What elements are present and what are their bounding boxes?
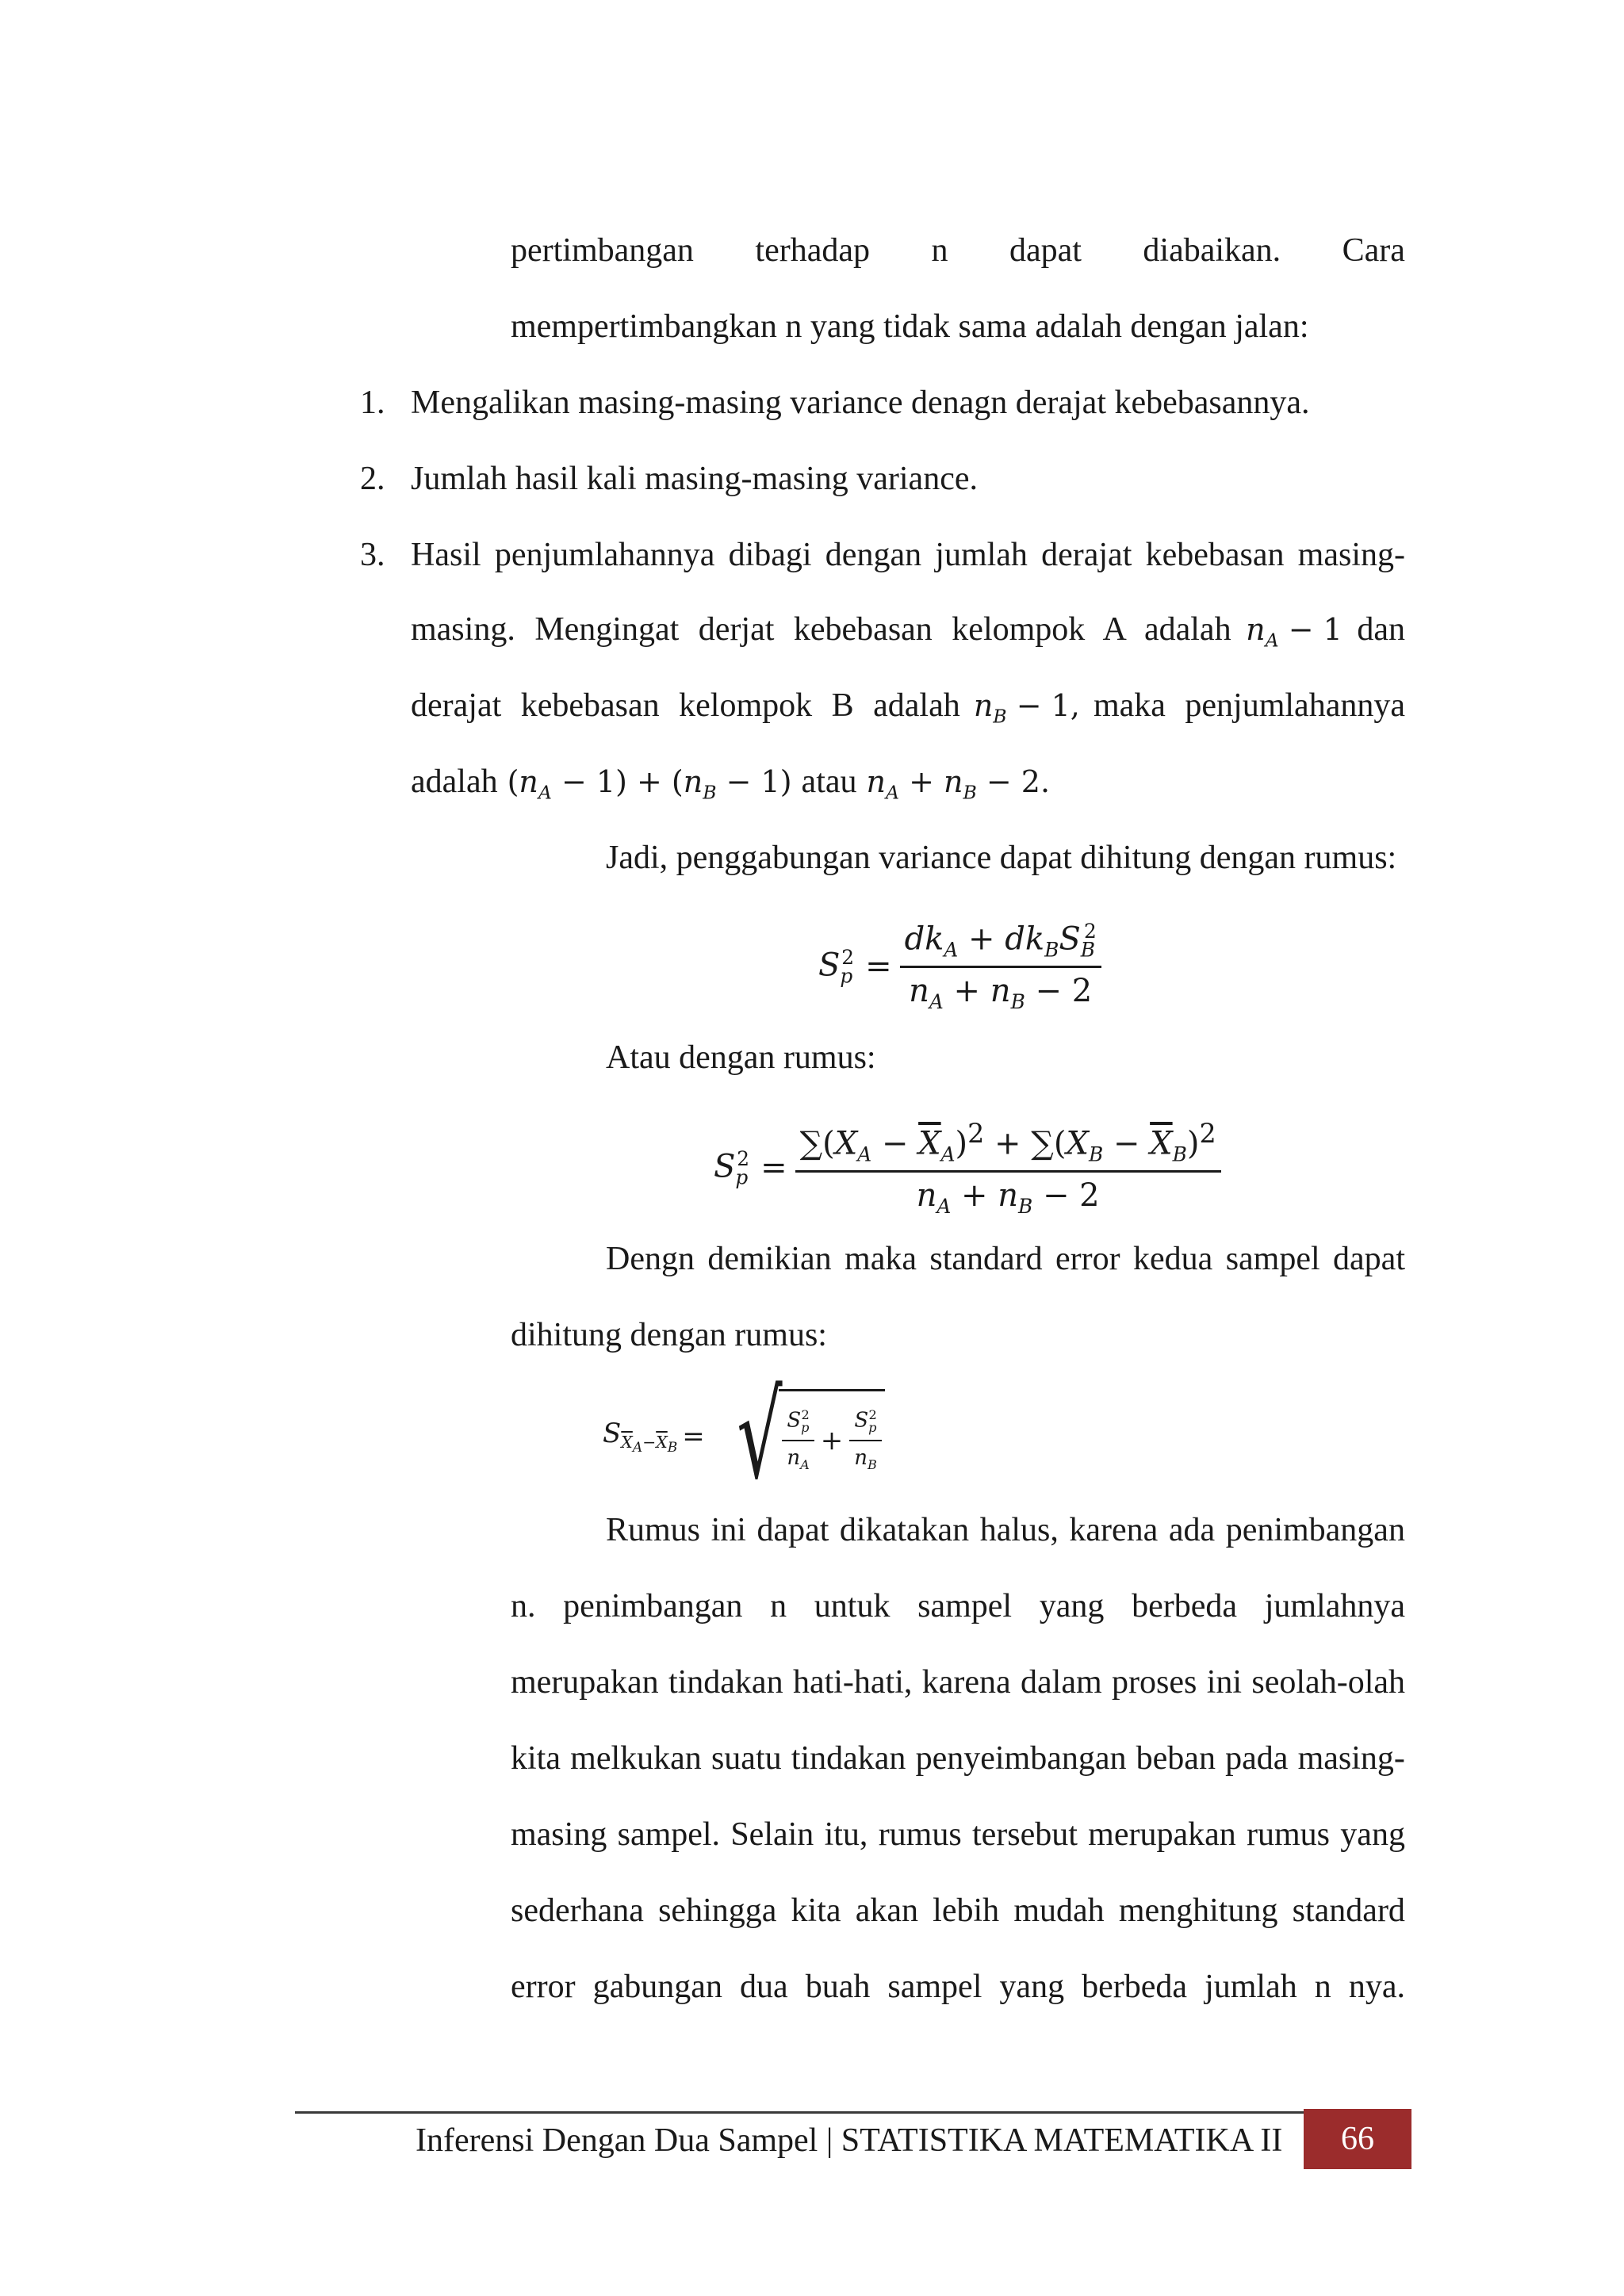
math-na-minus-1: $n_A - 1$	[1246, 612, 1342, 652]
word: dalam	[1021, 1664, 1102, 1701]
fraction	[795, 1118, 1221, 1218]
word: sampel	[917, 1588, 1013, 1624]
word: tindakan	[791, 1740, 906, 1777]
formula-lhs: $S_p^2$	[714, 1147, 750, 1189]
word: merupakan	[1088, 1816, 1236, 1853]
step-3-line-4-mid: atau	[801, 763, 857, 800]
radical-sign: √	[736, 1368, 783, 1506]
word: karena	[921, 1664, 1011, 1701]
fraction-denominator: $n_A + n_B - 2$	[909, 973, 1093, 1014]
word: masing	[511, 1816, 607, 1853]
closing-line-7	[511, 1965, 1405, 2009]
closing-line-6	[511, 1888, 1405, 1933]
word: berbeda	[1082, 1969, 1188, 2005]
word: sampel	[887, 1969, 982, 2005]
word: ini	[710, 1512, 746, 1548]
step-3-line-4-start: adalah	[411, 763, 498, 800]
equals-sign: =	[682, 1421, 705, 1452]
footer-title: Inferensi Dengan Dua Sampel | STATISTIKA MATEMATIKA II	[416, 2122, 1283, 2159]
word: yang	[1039, 1588, 1105, 1624]
word: sampel	[1225, 1241, 1320, 1277]
equals-sign: =	[865, 948, 892, 985]
atau-text: Atau dengan rumus:	[606, 1039, 876, 1076]
intro-line-2: mempertimbangkan n yang tidak sama adalah dengan jalan:	[511, 308, 1309, 345]
word: standard	[929, 1241, 1043, 1277]
word: Cara	[1342, 232, 1405, 269]
fraction-denominator: $n_B$	[854, 1446, 877, 1473]
closing-line-1	[606, 1508, 1405, 1552]
word: proses	[1112, 1664, 1197, 1701]
footer-rule	[295, 2111, 1411, 2114]
step-3-line-2	[411, 607, 1405, 663]
fraction-numerator: $dk_A + dk_BS_B^2$	[900, 920, 1101, 968]
dengan-line-1	[606, 1237, 1405, 1281]
word: maka	[845, 1241, 917, 1277]
word: rumus	[1247, 1816, 1331, 1853]
step-3-line-2-end: dan	[1357, 611, 1405, 648]
fraction	[900, 920, 1101, 1013]
word: berbeda	[1132, 1588, 1238, 1624]
closing-line-3	[511, 1660, 1405, 1705]
math-sum-df: $(n_A - 1) + (n_B - 1)$	[507, 764, 792, 804]
word: dapat	[756, 1512, 829, 1548]
word: yang	[999, 1969, 1065, 2005]
word: melkukan	[570, 1740, 702, 1777]
word: kedua	[1133, 1241, 1213, 1277]
word: diabaikan.	[1143, 232, 1281, 269]
step-3-number: 3.	[360, 537, 385, 573]
word: n	[931, 232, 948, 269]
word: merupakan	[511, 1664, 659, 1701]
word: menghitung	[1118, 1892, 1278, 1929]
step-2-number: 2.	[360, 461, 385, 497]
word: nya.	[1348, 1969, 1405, 2005]
radicand	[779, 1389, 884, 1484]
word: ada	[1168, 1512, 1216, 1548]
step-2-text: Jumlah hasil kali masing-masing variance.	[411, 461, 978, 497]
word: dua	[740, 1969, 788, 2005]
word: buah	[805, 1969, 871, 2005]
word: jumlah	[1205, 1969, 1297, 2005]
word: ini	[1206, 1664, 1243, 1701]
formula-pooled-variance-1	[818, 920, 1101, 1013]
word: pertimbangan	[511, 232, 694, 269]
word: yang	[1340, 1816, 1405, 1853]
closing-line-5	[511, 1812, 1405, 1857]
word: halus,	[979, 1512, 1059, 1548]
word: dapat	[1009, 232, 1082, 269]
closing-line-4	[511, 1736, 1405, 1781]
step-3-line-3	[411, 683, 1405, 739]
closing-line-2	[511, 1584, 1405, 1628]
word: suatu	[710, 1740, 782, 1777]
word: rumus	[878, 1816, 962, 1853]
formula-lhs: $S_{\overline{X}_A-\overline{X}_B}$	[603, 1417, 678, 1456]
word: tindakan	[668, 1664, 783, 1701]
word: seolah-olah	[1251, 1664, 1405, 1701]
word: sehingga	[658, 1892, 777, 1929]
word: error	[511, 1969, 576, 2005]
word: akan	[855, 1892, 918, 1929]
jadi-text: Jadi, penggabungan variance dapat dihitung dengan rumus:	[606, 840, 1397, 876]
word: beban	[1136, 1740, 1216, 1777]
word: n.	[511, 1588, 536, 1624]
step-3-line-3-text: derajat kebebasan kelompok B adalah	[411, 687, 960, 724]
word: gabungan	[592, 1969, 722, 2005]
fraction	[849, 1407, 882, 1472]
formula-lhs: $S_p^2$	[818, 946, 855, 988]
word: untuk	[814, 1588, 891, 1624]
word: standard	[1292, 1892, 1405, 1929]
word: error	[1055, 1241, 1120, 1277]
word: lebih	[933, 1892, 1000, 1929]
page-number-badge	[1304, 2109, 1411, 2169]
square-root	[707, 1368, 885, 1506]
word: n	[1314, 1969, 1331, 2005]
word: karena	[1069, 1512, 1159, 1548]
word: Dengn	[606, 1241, 695, 1277]
word: jumlahnya	[1264, 1588, 1405, 1624]
word: penimbangan	[1225, 1512, 1405, 1548]
word: mudah	[1013, 1892, 1105, 1929]
step-3-line-4	[411, 760, 1050, 815]
math-nb-minus-1: $n_B - 1$,	[973, 688, 1080, 728]
word: demikian	[707, 1241, 832, 1277]
fraction-numerator: $S_p^2$	[782, 1407, 814, 1441]
word: itu,	[824, 1816, 868, 1853]
dengan-line-2: dihitung dengan rumus:	[511, 1317, 827, 1353]
fraction-numerator: $\sum(X_A - \overline{X}_A)^2 + \sum(X_B - \overline{X}_B)^2$	[795, 1118, 1221, 1173]
word: n	[770, 1588, 787, 1624]
word: masing-	[1297, 1740, 1405, 1777]
math-na-plus-nb-minus-2: $n_A + n_B - 2$.	[866, 764, 1051, 804]
intro-line-1	[511, 228, 1405, 273]
word: dapat	[1333, 1241, 1405, 1277]
word: hati-hati,	[792, 1664, 913, 1701]
formula-standard-error	[603, 1368, 885, 1506]
word: penyeimbangan	[915, 1740, 1127, 1777]
word: Rumus	[606, 1512, 701, 1548]
word: sederhana	[511, 1892, 644, 1929]
equals-sign: =	[760, 1150, 787, 1187]
step-3-line-3-end: maka penjumlahannya	[1093, 687, 1405, 724]
page-number: 66	[1341, 2121, 1374, 2157]
word: kita	[791, 1892, 841, 1929]
fraction-denominator: $n_A$	[787, 1446, 810, 1473]
word: terhadap	[755, 232, 870, 269]
step-3-line-1: Hasil penjumlahannya dibagi dengan jumlah derajat kebebasan masing-	[411, 537, 1405, 573]
word: Selain	[730, 1816, 814, 1853]
fraction	[782, 1407, 814, 1472]
word: pada	[1225, 1740, 1289, 1777]
step-3-line-2-text: masing. Mengingat derjat kebebasan kelompok A adalah	[411, 611, 1231, 648]
formula-pooled-variance-2	[714, 1118, 1221, 1218]
step-1-number: 1.	[360, 385, 385, 421]
word: kita	[511, 1740, 561, 1777]
fraction-denominator: $n_A + n_B - 2$	[916, 1177, 1100, 1219]
word: tersebut	[971, 1816, 1078, 1853]
word: sampel.	[617, 1816, 721, 1853]
word: dikatakan	[839, 1512, 970, 1548]
word: penimbangan	[563, 1588, 743, 1624]
fraction-numerator: $S_p^2$	[849, 1407, 881, 1441]
step-1-text: Mengalikan masing-masing variance denagn derajat kebebasannya.	[411, 385, 1310, 421]
plus-sign: +	[820, 1424, 844, 1456]
